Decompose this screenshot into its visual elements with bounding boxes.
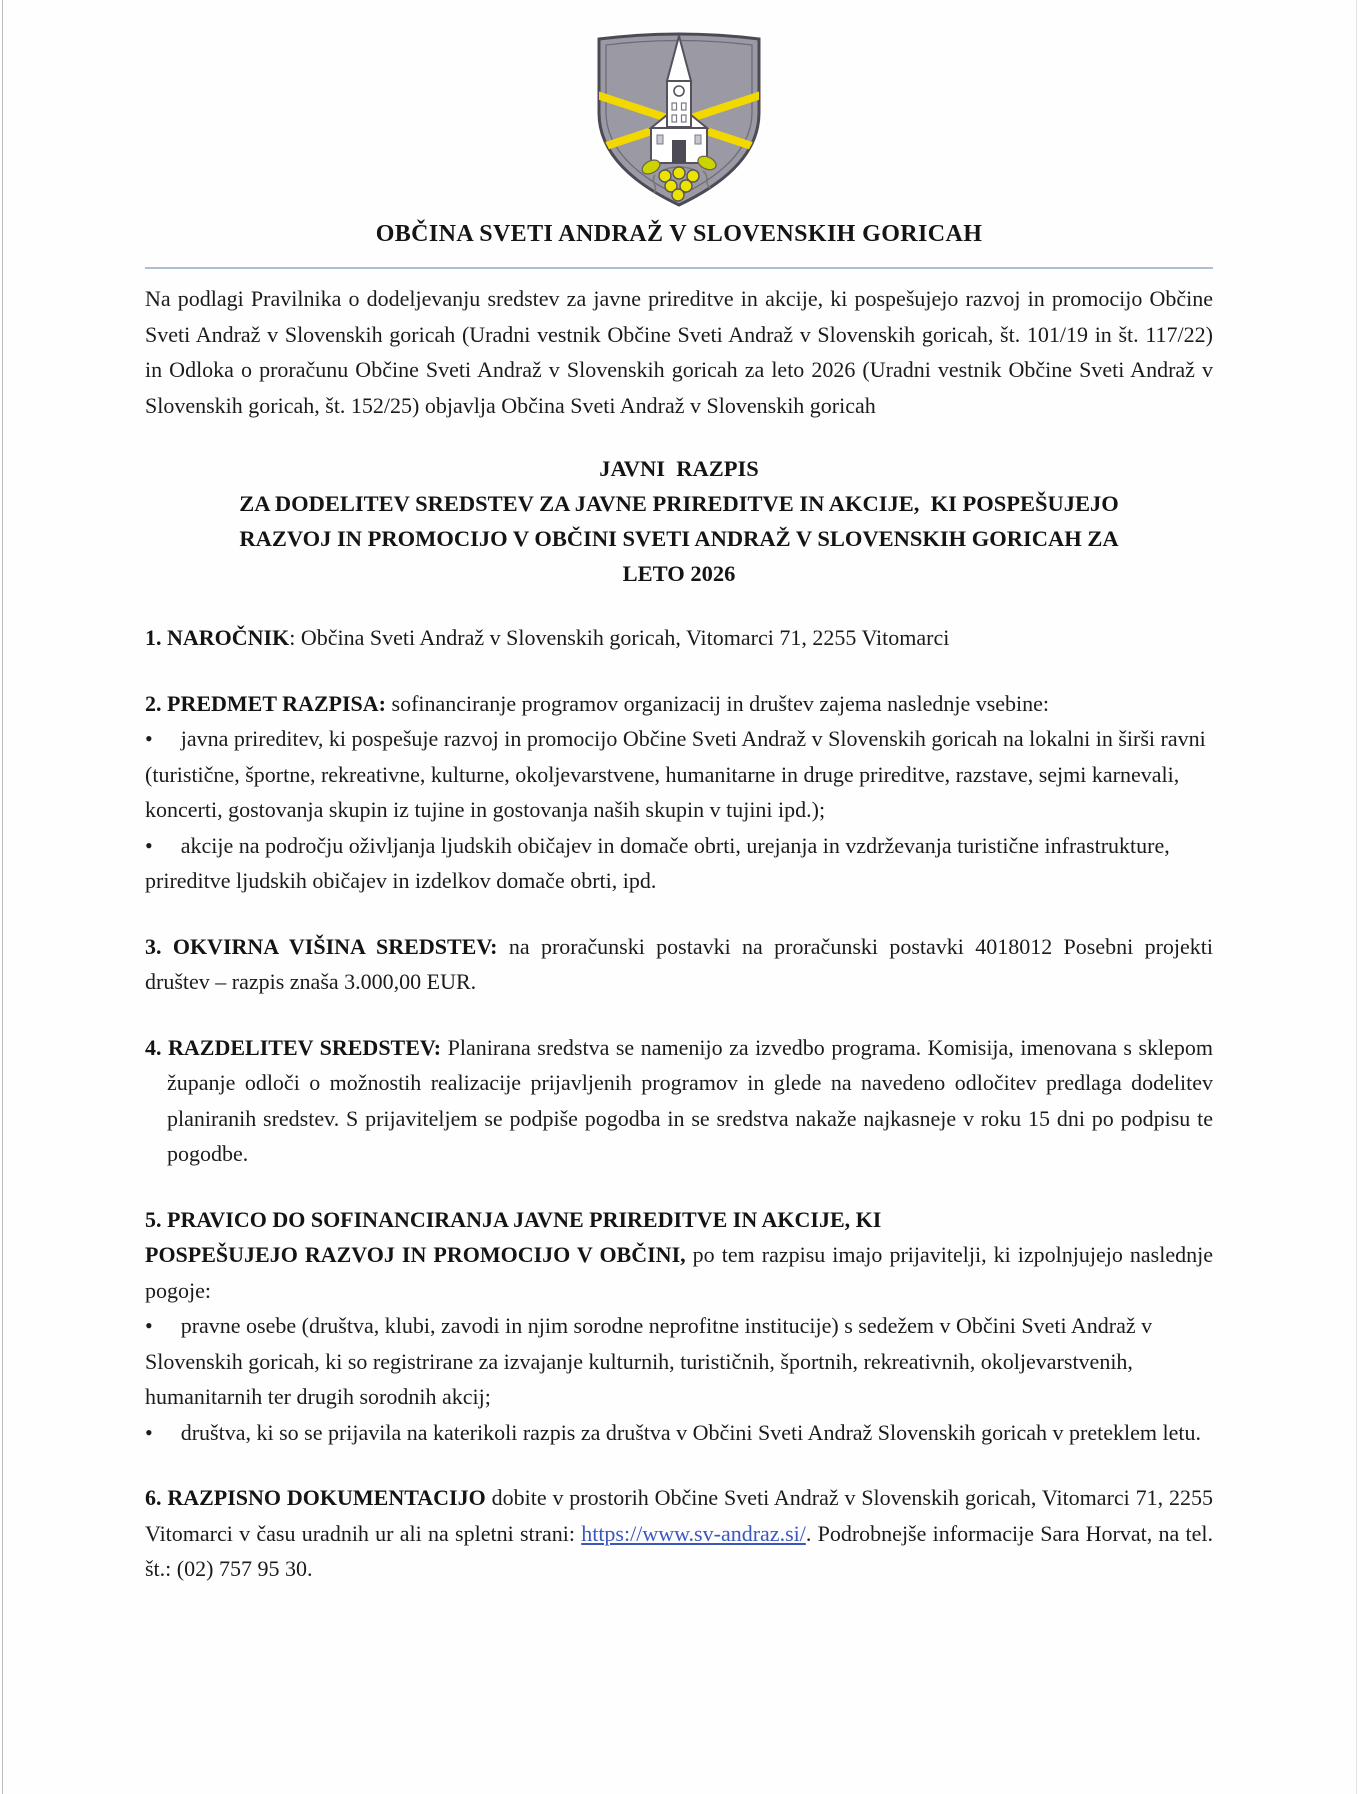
header-divider xyxy=(145,267,1213,269)
tender-heading xyxy=(145,451,1213,591)
section-3-label: 3. OKVIRNA VIŠINA SREDSTEV: xyxy=(145,933,498,959)
section-2-bullet-1: • javna prireditev, ki pospešuje razvoj in promocijo Občine Sveti Andraž v Slovenskih goricah na lokalni in širši ravni (turistične, športne, rekreativne, kulturne, okoljevarstvene, humanitarne in druge prireditve, razstave, sejmi karnevali, koncerti, gostovanja skupin iz tujine in gostovanja naših skupin v tujini ipd.); xyxy=(145,721,1213,828)
section-2-text: sofinanciranje programov organizacij in društev zajema naslednje vsebine: xyxy=(386,690,1050,716)
heading-line-2: ZA DODELITEV SREDSTEV ZA JAVNE PRIREDITVE IN AKCIJE, KI POSPEŠUJEJO xyxy=(239,491,1119,516)
section-2-bullet-2: • akcije na področju oživljanja ljudskih običajev in domače obrti, urejanja in vzdrževanja turistične infrastrukture, prireditve ljudskih običajev in izdelkov domače obrti, ipd. xyxy=(145,828,1213,899)
section-5-label-line-2: POSPEŠUJEJO RAZVOJ IN PROMOCIJO V OBČINI, xyxy=(145,1242,686,1267)
section-5-bullet-2: • društva, ki so se prijavila na katerikoli razpis za društva v Občini Sveti Andraž Slovenskih goricah v preteklem letu. xyxy=(145,1415,1213,1451)
section-2-predmet-razpisa xyxy=(145,686,1213,899)
section-4-razdelitev-sredstev xyxy=(145,1030,1213,1172)
section-1-label: 1. NAROČNIK xyxy=(145,625,290,650)
section-5-bullet-1: • pravne osebe (društva, klubi, zavodi in njim sorodne neprofitne institucije) s sedežem v Občini Sveti Andraž v Slovenskih goricah, ki so registrirane za izvajanje kulturnih, turističnih, športnih, rekreativnih, okoljevarstvenih, humanitarnih ter drugih sorodnih akcij; xyxy=(145,1308,1213,1415)
section-6-text-before-link: dobite v prostorih Občine Sveti Andraž v Slovenskih goricah, Vitomarci 71, 2255 Vitomarci v času uradnih ur ali na spletni strani: xyxy=(145,1485,1213,1546)
section-4-text: Planirana sredstva se namenijo za izvedbo programa. Komisija, imenovana s sklepom županje odloči o možnostih realizacije prijavljenih programov in glede na navedeno odločitev predlaga dodelitev planiranih sredstev. S prijaviteljem se podpiše pogodba in se sredstva nakaže najkasneje v roku 15 dni po podpisu te pogodbe. xyxy=(167,1034,1214,1166)
section-3-okvirna-visina-sredstev xyxy=(145,929,1213,1000)
section-2-label: 2. PREDMET RAZPISA: xyxy=(145,690,387,716)
section-3-text: na proračunski postavki na proračunski postavki 4018012 Posebni projekti društev – razpis znaša 3.000,00 EUR. xyxy=(145,933,1213,994)
scan-edge-left xyxy=(2,0,3,1794)
section-6-text-after-link: . Podrobnejše informacije Sara Horvat, na tel. št.: (02) 757 95 30. xyxy=(145,1520,1213,1581)
section-5-pravica-do-sofinanciranja xyxy=(145,1202,1213,1451)
heading-line-1: JAVNI RAZPIS xyxy=(599,456,759,481)
scan-edge-right xyxy=(1356,0,1357,1794)
section-5-label-line-1: 5. PRAVICO DO SOFINANCIRANJA JAVNE PRIREDITVE IN AKCIJE, KI xyxy=(145,1206,882,1232)
heading-line-4: LETO 2026 xyxy=(622,561,736,586)
section-5-text: po tem razpisu imajo prijavitelji, ki izpolnjujejo naslednje pogoje: xyxy=(145,1242,1213,1303)
municipal-coat-of-arms-icon xyxy=(593,25,765,211)
section-4-label: 4. RAZDELITEV SREDSTEV: xyxy=(145,1034,442,1060)
org-name-title: OBČINA SVETI ANDRAŽ V SLOVENSKIH GORICAH xyxy=(375,221,983,247)
document-content xyxy=(145,0,1213,1617)
website-link[interactable]: https://www.sv-andraz.si/ xyxy=(581,1520,806,1546)
section-6-razpisna-dokumentacija xyxy=(145,1480,1213,1587)
section-6-label: 6. RAZPISNO DOKUMENTACIJO xyxy=(145,1485,486,1510)
section-1-text: : Občina Sveti Andraž v Slovenskih goricah, Vitomarci 71, 2255 Vitomarci xyxy=(289,625,950,650)
heading-line-3: RAZVOJ IN PROMOCIJO V OBČINI SVETI ANDRAŽ V SLOVENSKIH GORICAH ZA xyxy=(239,526,1119,551)
section-1-narocnik xyxy=(145,620,1213,656)
intro-paragraph: Na podlagi Pravilnika o dodeljevanju sredstev za javne prireditve in akcije, ki pospešujejo razvoj in promocijo Občine Sveti Andraž v Slovenskih goricah (Uradni vestnik Občine Sveti Andraž v Slovenskih goricah, št. 101/19 in št. 117/22) in Odloka o proračunu Občine Sveti Andraž v Slovenskih goricah za leto 2026 (Uradni vestnik Občine Sveti Andraž v Slovenskih goricah, št. 152/25) objavlja Občina Sveti Andraž v Slovenskih goricah xyxy=(145,286,1213,418)
